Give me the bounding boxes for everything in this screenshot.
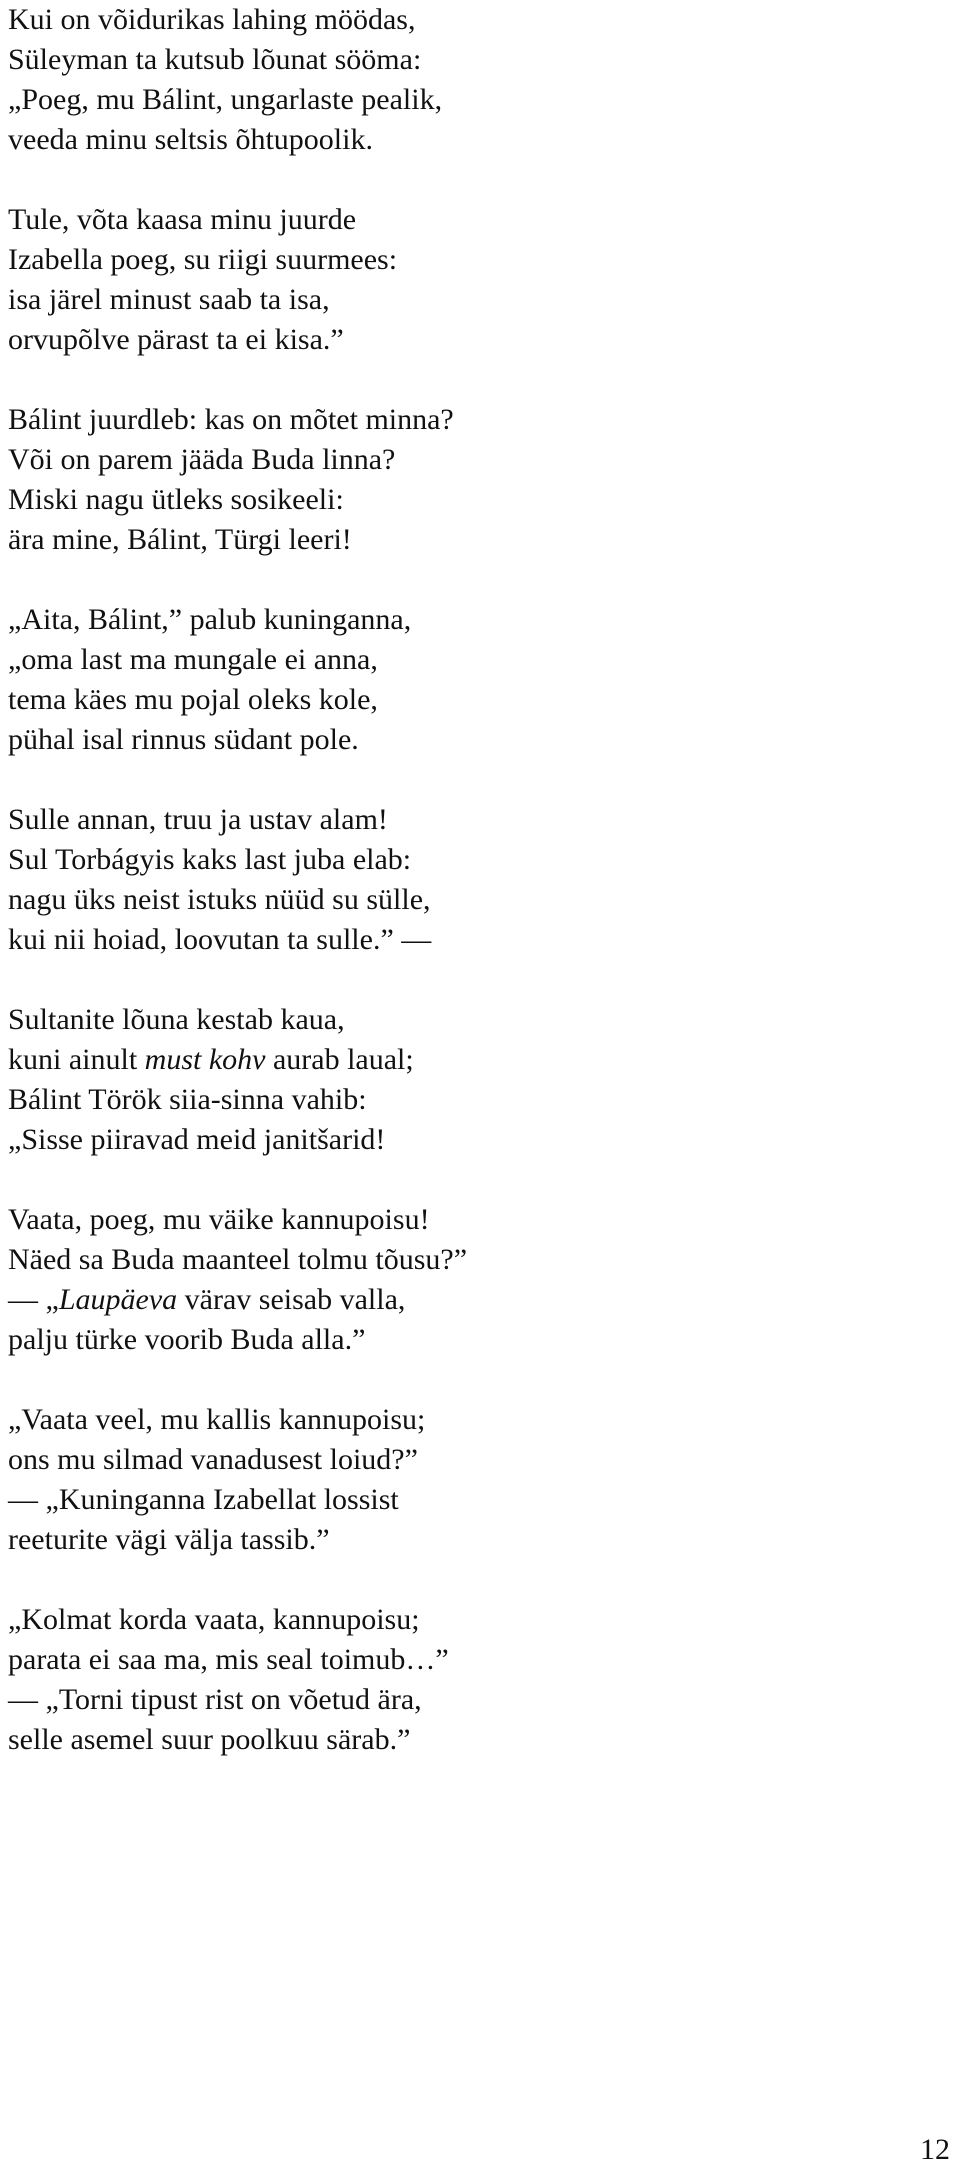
line-text: — „ [8,1283,59,1316]
poem-line [8,1480,948,1520]
stanza [8,1400,948,1560]
poem-line [8,280,948,320]
poem-line [8,480,948,520]
stanza [8,0,948,160]
line-text: orvupõlve pärast ta ei kisa.” [8,323,344,356]
line-text: värav seisab valla, [177,1283,406,1316]
poem-line [8,800,948,840]
stanza [8,1000,948,1160]
poem-line [8,640,948,680]
stanza [8,400,948,560]
italic-phrase: must kohv [144,1043,266,1076]
poem-line [8,1000,948,1040]
poem-line [8,1680,948,1720]
poem-line [8,1080,948,1120]
line-text: palju türke voorib Buda alla.” [8,1323,366,1356]
line-text: Sul Torbágyis kaks last juba elab: [8,843,412,876]
poem-line [8,1440,948,1480]
line-text: Bálint juurdleb: kas on mõtet minna? [8,403,454,436]
line-text: pühal isal rinnus südant pole. [8,723,359,756]
line-text: ons mu silmad vanadusest loiud?” [8,1443,418,1476]
stanza [8,1200,948,1360]
poem-line [8,1640,948,1680]
poem-line [8,1400,948,1440]
line-text: „oma last ma mungale ei anna, [8,643,378,676]
poem-line [8,1600,948,1640]
line-text: — „Torni tipust rist on võetud ära, [8,1683,422,1716]
poem-line [8,200,948,240]
line-text: Kui on võidurikas lahing möödas, [8,3,416,36]
line-text: Sultanite lõuna kestab kaua, [8,1003,345,1036]
italic-phrase: Laupäeva [58,1283,178,1316]
line-text: Tule, võta kaasa minu juurde [8,203,357,236]
line-text: „Poeg, mu Bálint, ungarlaste pealik, [8,83,443,116]
line-text: Või on parem jääda Buda linna? [8,443,396,476]
stanza [8,1600,948,1760]
line-text: tema käes mu pojal oleks kole, [8,683,378,716]
poem-line [8,840,948,880]
poem-line [8,40,948,80]
line-text: Vaata, poeg, mu väike kannupoisu! [8,1203,430,1236]
line-text: Bálint Török siia-sinna vahib: [8,1083,367,1116]
stanza [8,200,948,360]
poem-line [8,1320,948,1360]
poem-line [8,1200,948,1240]
poem-line [8,120,948,160]
poem-line [8,240,948,280]
poem-line [8,320,948,360]
line-text: Näed sa Buda maanteel tolmu tõusu?” [8,1243,468,1276]
stanza [8,800,948,960]
line-text: parata ei saa ma, mis seal toimub…” [8,1643,449,1676]
poem-line [8,400,948,440]
poem-line [8,520,948,560]
poem-line [8,1720,948,1760]
line-text: Izabella poeg, su riigi suurmees: [8,243,398,276]
line-text: Miski nagu ütleks sosikeeli: [8,483,344,516]
line-text: Süleyman ta kutsub lõunat sööma: [8,43,422,76]
line-text: Sulle annan, truu ja ustav alam! [8,803,388,836]
line-text: ära mine, Bálint, Türgi leeri! [8,523,352,556]
poem-line [8,1520,948,1560]
poem-line [8,600,948,640]
poem-line [8,0,948,40]
poem-line [8,680,948,720]
poem-line [8,880,948,920]
line-text: selle asemel suur poolkuu särab.” [8,1723,411,1756]
poem-line [8,1120,948,1160]
page-number: 12 [920,2133,950,2166]
line-text: „Sisse piiravad meid janitšarid! [8,1123,386,1156]
line-text: „Kolmat korda vaata, kannupoisu; [8,1603,420,1636]
poem-line [8,1040,948,1080]
line-text: isa järel minust saab ta isa, [8,283,330,316]
poem-line [8,80,948,120]
poem-line [8,720,948,760]
stanza [8,600,948,760]
poem [8,0,948,1800]
line-text: nagu üks neist istuks nüüd su sülle, [8,883,431,916]
line-text: „Vaata veel, mu kallis kannupoisu; [8,1403,426,1436]
poem-line [8,1280,948,1320]
line-text: — „Kuninganna Izabellat lossist [8,1483,399,1516]
poem-line [8,1240,948,1280]
line-text: kuni ainult [8,1043,145,1076]
poem-line [8,920,948,960]
line-text: reeturite vägi välja tassib.” [8,1523,330,1556]
line-text: veeda minu seltsis õhtupoolik. [8,123,373,156]
poem-line [8,440,948,480]
line-text: „Aita, Bálint,” palub kuninganna, [8,603,412,636]
line-text: kui nii hoiad, loovutan ta sulle.” — [8,923,432,956]
line-text: aurab laual; [265,1043,414,1076]
